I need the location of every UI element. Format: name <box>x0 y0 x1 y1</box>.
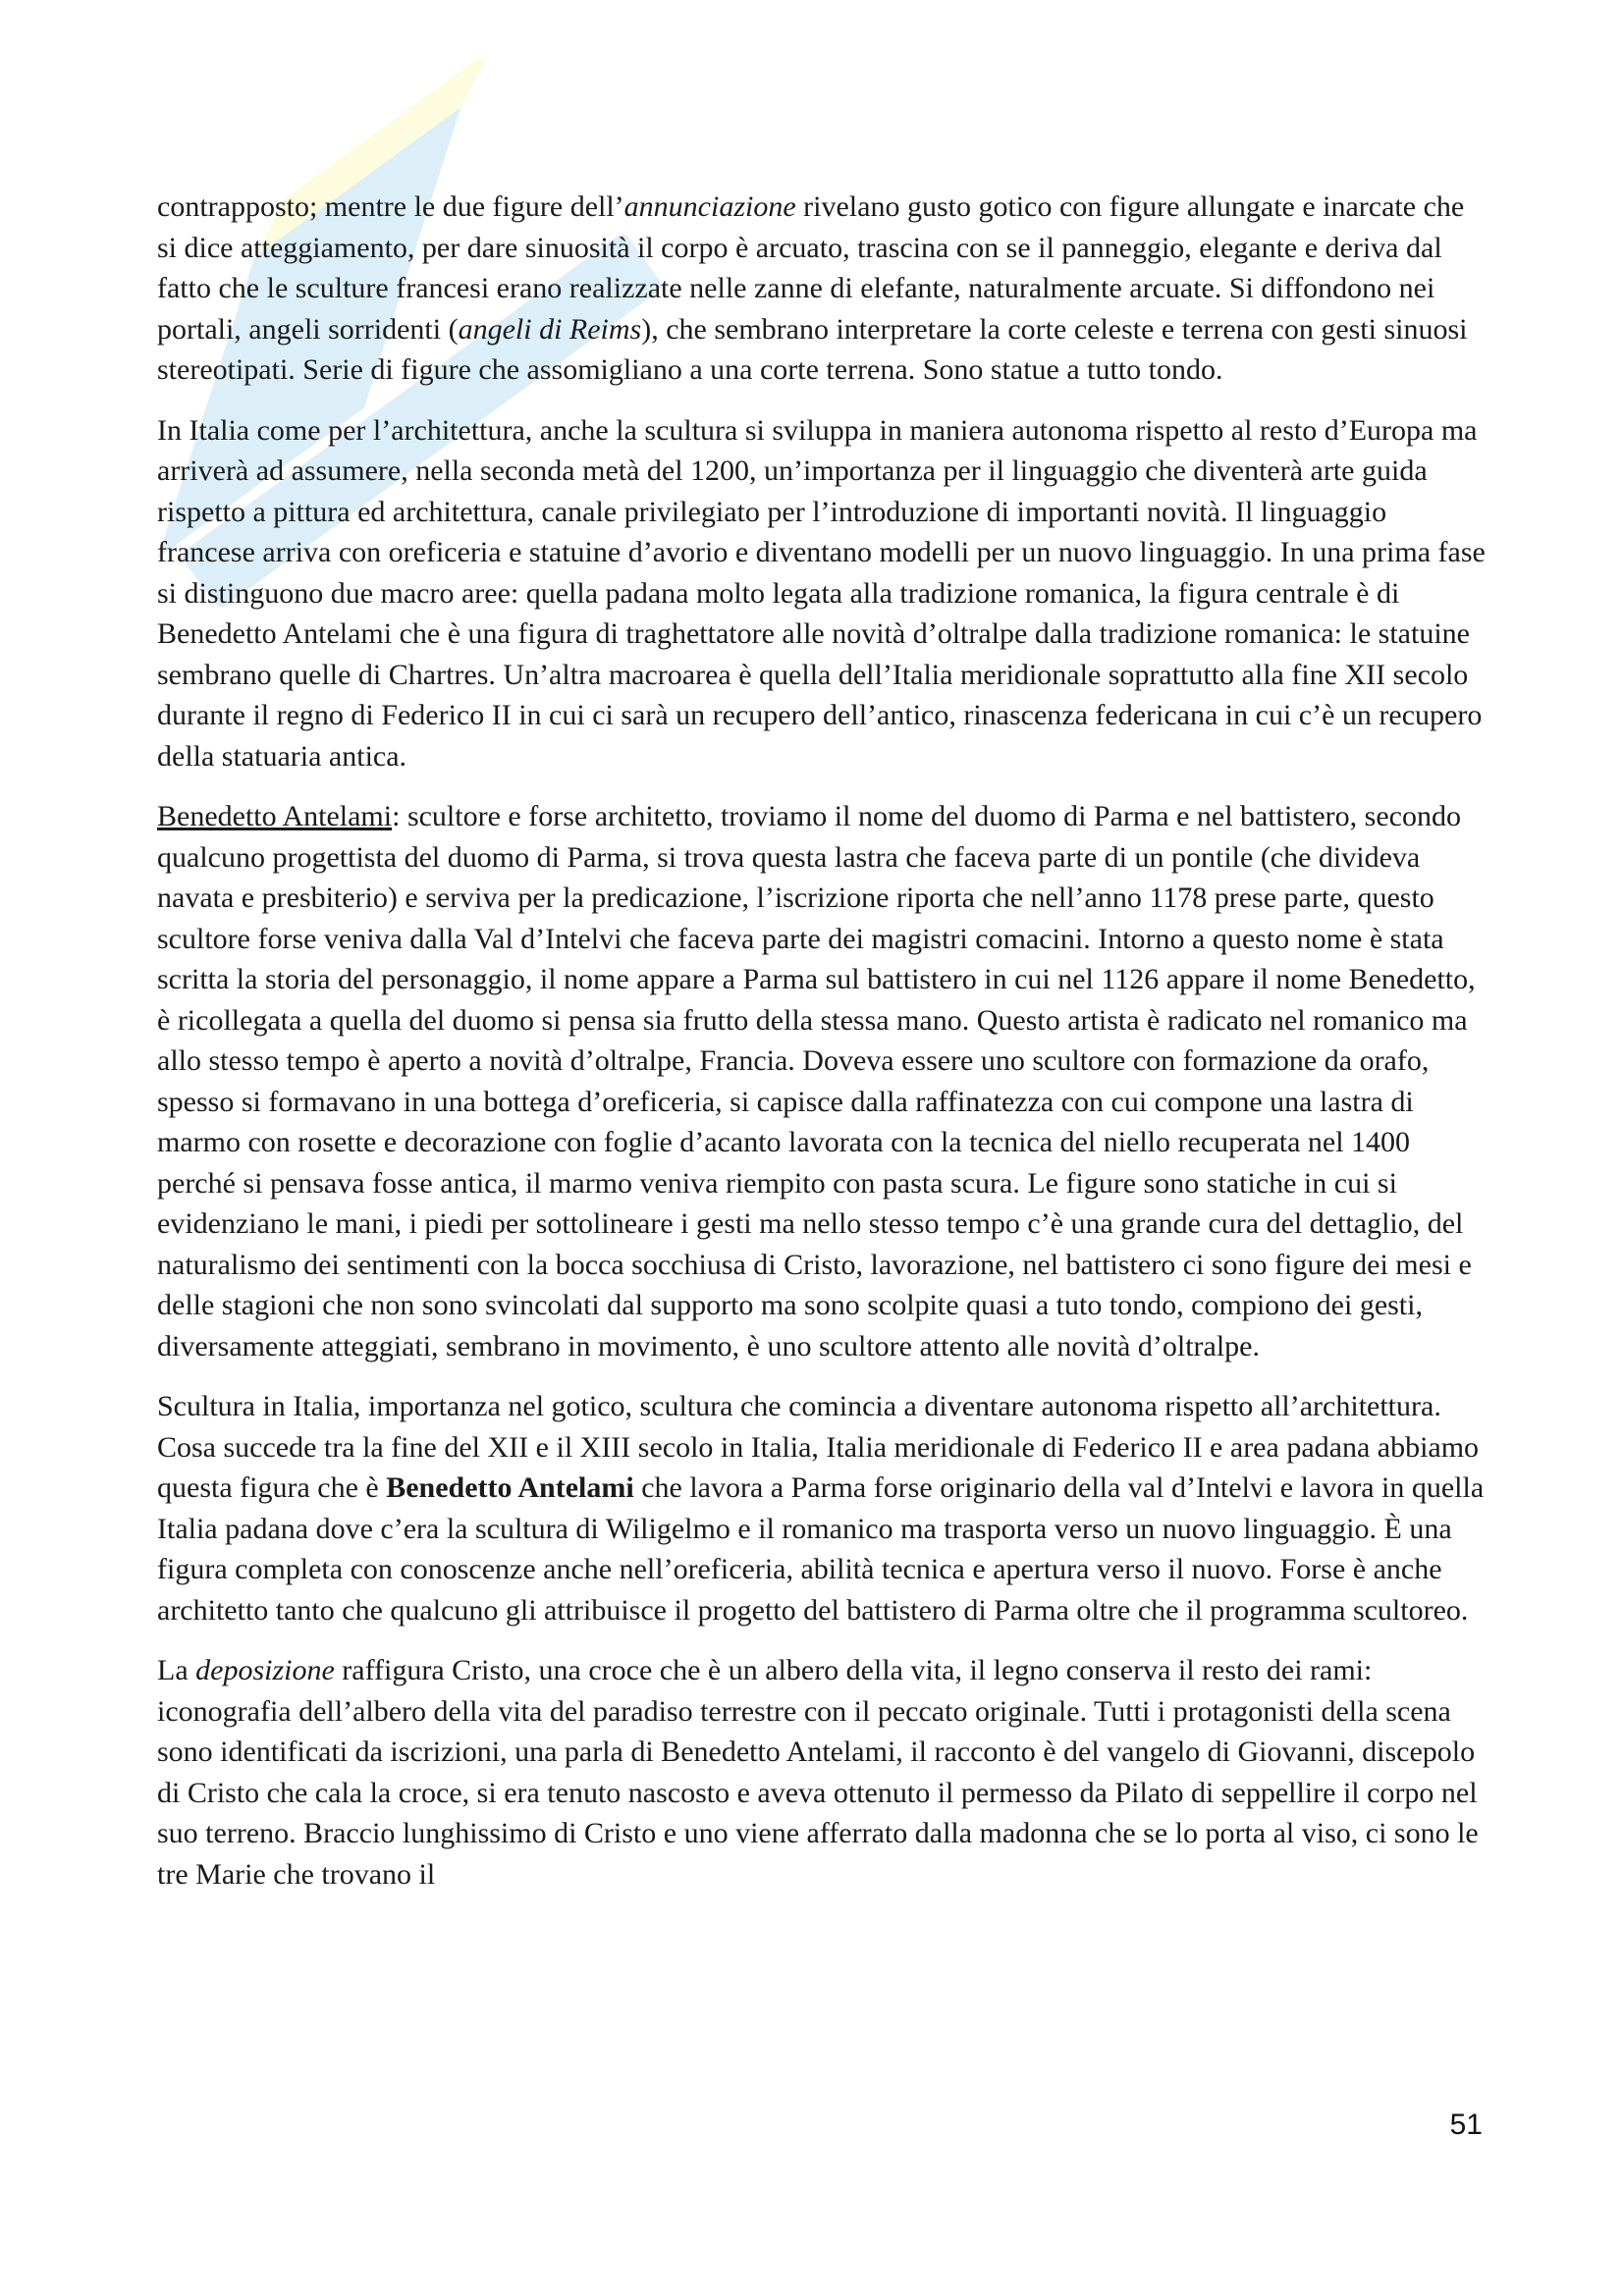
body-text: In Italia come per l’architettura, anche la scultura si sviluppa in maniera autonoma rispetto al resto d’Europa ma arriverà ad assumere, nella seconda metà del 1200, un’importanza per il linguaggio che diventerà arte guida rispetto a pittura ed architettura, canale privilegiato per l’introduzione di importanti novità. Il linguaggio francese arriva con oreficeria e statuine d’avorio e diventano modelli per un nuovo linguaggio. In una prima fase si distinguono due macro aree: quella padana molto legata alla tradizione romanica, la figura centrale è di Benedetto Antelami che è una figura di traghettatore alle novità d’oltralpe dalla tradizione romanica: le statuine sembrano quelle di Chartres. Un’altra macroarea è quella dell’Italia meridionale soprattutto alla fine XII secolo durante il regno di Federico II in cui ci sarà un recupero dell’antico, rinascenza federicana in cui c’è un recupero della statuaria antica. <box>157 413 1486 773</box>
emphasis-text: Benedetto Antelami <box>386 1471 634 1504</box>
emphasis-text: annunciazione <box>623 190 796 223</box>
body-text: : scultore e forse architetto, troviamo il nome del duomo di Parma e nel battistero, secondo qualcuno progettista del duomo di Parma, si trova questa lastra che faceva parte di un pontile (che divideva navata e presbiterio) e serviva per la predicazione, l’iscrizione riporta che nell’anno 1178 prese parte, questo scultore forse veniva dalla Val d’Intelvi che faceva parte dei magistri comacini. Intorno a questo nome è stata scritta la storia del personaggio, il nome appare a Parma sul battistero in cui nel 1126 appare il nome Benedetto, è ricollegata a quella del duomo si pensa sia frutto della stessa mano. Questo artista è radicato nel romanico ma allo stesso tempo è aperto a novità d’oltralpe, Francia. Doveva essere uno scultore con formazione da orafo, spesso si formavano in una bottega d’oreficeria, si capisce dalla raffinatezza con cui compone una lastra di marmo con rosette e decorazione con foglie d’acanto lavorata con la tecnica del niello recuperata nel 1400 perché si pensava fosse antica, il marmo veniva riempito con pasta scura. Le figure sono statiche in cui si evidenziano le mani, i piedi per sottolineare i gesti ma nello stesso tempo c’è una grande cura del dettaglio, del naturalismo dei sentimenti con la bocca socchiusa di Cristo, lavorazione, nel battistero ci sono figure dei mesi e delle stagioni che non sono svincolati dal supporto ma sono scolpite quasi a tuto tondo, compiono dei gesti, diversamente atteggiati, sembrano in movimento, è uno scultore attento alle novità d’oltralpe. <box>157 800 1476 1362</box>
paragraph-5 <box>157 1650 1488 1895</box>
body-text: raffigura Cristo, una croce che è un albero della vita, il legno conserva il resto dei rami: iconografia dell’albero della vita del paradiso terrestre con il peccato originale. Tutti i protagonisti della scena sono identificati da iscrizioni, una parla di Benedetto Antelami, il racconto è del vangelo di Giovanni, discepolo di Cristo che cala la croce, si era tenuto nascosto e aveva ottenuto il permesso da Pilato di seppellire il corpo nel suo terreno. Braccio lunghissimo di Cristo e uno viene afferrato dalla madonna che se lo porta al viso, ci sono le tre Marie che trovano il <box>157 1654 1479 1891</box>
body-text: che lavora a Parma forse originario della val d’Intelvi e lavora in quella Italia padana dove c’era la scultura di Wiligelmo e il romanico ma trasporta verso un nuovo linguaggio. È una figura completa con conoscenze anche nell’oreficeria, abilità tecnica e apertura verso il nuovo. Forse è anche architetto tanto che qualcuno gli attribuisce il progetto del battistero di Parma oltre che il programma scultoreo. <box>157 1471 1485 1627</box>
body-text: La <box>157 1654 196 1686</box>
paragraph-2 <box>157 410 1488 777</box>
page-number: 51 <box>1449 2109 1483 2141</box>
paragraph-3 <box>157 796 1488 1366</box>
page-body <box>157 187 1488 1914</box>
emphasis-text: deposizione <box>195 1654 335 1686</box>
emphasis-text: angeli di Reims <box>458 312 642 346</box>
paragraph-4 <box>157 1386 1488 1630</box>
emphasis-text: Benedetto Antelami <box>157 800 393 832</box>
body-text: contrapposto; mentre le due figure dell’ <box>157 190 624 223</box>
body-text: ), che sembrano interpretare la corte celeste e terrena con gesti sinuosi stereotipati. Serie di figure che assomigliano a una corte terrena. Sono statue a tutto tondo. <box>157 312 1468 386</box>
body-text: rivelano gusto gotico con figure allungate e inarcate che si dice atteggiamento, per dare sinuosità il corpo è arcuato, trascina con se il panneggio, elegante e deriva dal fatto che le sculture francesi erano realizzate nelle zanne di elefante, naturalmente arcuate. Si diffondono nei portali, angeli sorridenti ( <box>157 190 1465 346</box>
body-text: Scultura in Italia, importanza nel gotico, scultura che comincia a diventare autonoma rispetto all’architettura. Cosa succede tra la fine del XII e il XIII secolo in Italia, Italia meridionale di Federico II e area padana abbiamo questa figura che è <box>157 1390 1480 1504</box>
paragraph-1 <box>157 187 1488 391</box>
